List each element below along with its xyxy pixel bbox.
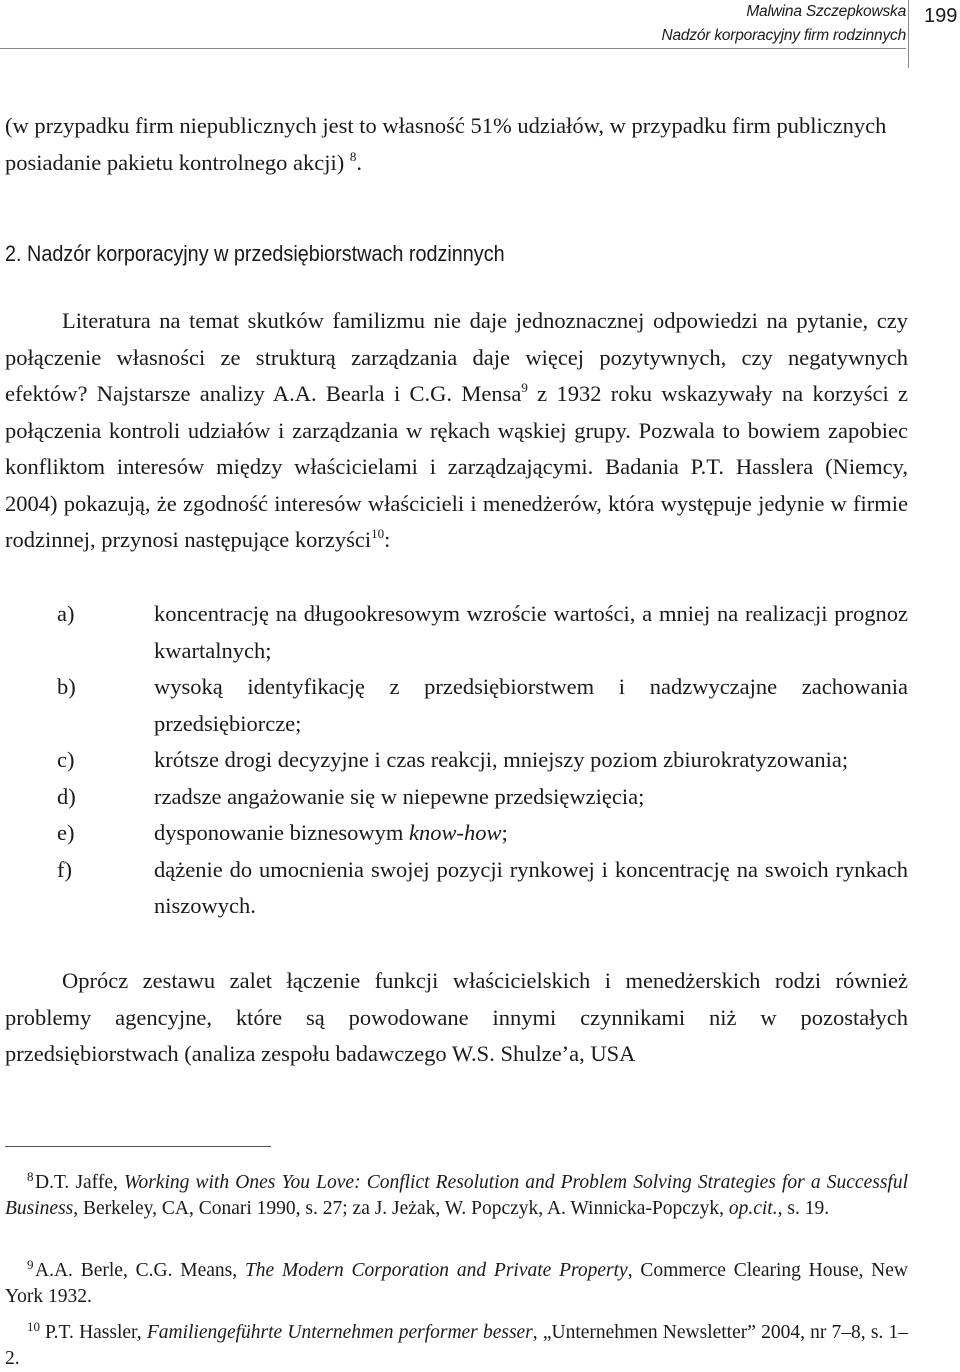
list-item-text: rzadsze angażowanie się w niepewne przedsięwzięcia;	[154, 783, 645, 809]
footnote-ref-8[interactable]: 8	[349, 148, 357, 164]
footnote-text: D.T. Jaffe,	[35, 1172, 124, 1193]
list-item	[5, 779, 908, 816]
list-item-italic: know-how	[408, 820, 502, 845]
list-item-text: wysoką identyfikację z przedsiębiorstwem i nadzwyczajne zachowania przedsiębiorcze;	[154, 674, 908, 736]
footnote-8: 8D.T. Jaffe, Working with Ones You Love: Conflict Resolution and Problem Solving Strategies for a Successful Business, Berkeley, CA, Conari 1990, s. 27; za J. Jeżak, W. Popczyk, A. Winnicka-Popczyk, op.cit., s. 19.	[5, 1169, 908, 1219]
footnote-ref-9[interactable]: 9	[521, 380, 528, 395]
list-item-text: dążenie do umocnienia swojej pozycji rynkowej i koncentrację na swoich rynkach niszowych.	[154, 856, 908, 918]
list-marker: b)	[57, 674, 76, 699]
footnote-text: , Commerce Clearing House, New York 1932.	[5, 1260, 909, 1307]
header-title: Nadzór korporacyjny firm rodzinnych	[661, 27, 906, 44]
intro-end: .	[356, 149, 363, 175]
list-item	[5, 742, 908, 779]
running-header	[0, 0, 906, 48]
page-number: 199	[924, 5, 958, 27]
header-rule	[0, 48, 906, 49]
footnote-text: A.A. Berle, C.G. Means,	[35, 1260, 245, 1281]
footnote-opcit: op.cit.	[728, 1198, 778, 1219]
footnote-9: 9A.A. Berle, C.G. Means, The Modern Corporation and Private Property, Commerce Clearing House, New York 1932.	[5, 1257, 909, 1307]
main-paragraph	[5, 303, 908, 559]
main-text-3: :	[384, 527, 391, 552]
list-item-text-part: dysponowanie biznesowym	[154, 820, 409, 845]
main-text-1: Literatura na temat skutków familizmu nie daje jednoznacznej odpowiedzi na pytanie, czy połączenie własności ze strukturą zarządzania daje więcej pozytywnych, czy negatywnych efektów? Najstarsze analizy A.A. Bearla i C.G. Mensa	[5, 308, 908, 406]
footnote-rule	[5, 1146, 271, 1147]
header-divider	[908, 0, 909, 68]
list-marker: d)	[57, 783, 76, 809]
list-item-text: krótsze drogi decyzyjne i czas reakcji, mniejszy poziom zbiurokratyzowania;	[154, 747, 849, 772]
footnote-text: P.T. Hassler,	[45, 1322, 147, 1343]
header-author: Malwina Szczepkowska	[746, 3, 906, 20]
list-item	[5, 815, 908, 852]
footnote-10: 10 P.T. Hassler, Familiengeführte Unternehmen performer besser, „Unternehmen Newsletter” 2004, nr 7–8, s. 1–2.	[5, 1319, 908, 1369]
list-marker: c)	[57, 747, 75, 772]
footnote-title: The Modern Corporation and Private Property	[244, 1260, 628, 1281]
section-heading: 2. Nadzór korporacyjny w przedsiębiorstwach rodzinnych	[5, 241, 505, 266]
footnote-text: , Berkeley, CA, Conari 1990, s. 27; za J. Jeżak, W. Popczyk, A. Winnicka-Popczyk,	[73, 1198, 729, 1219]
list-item-text	[154, 815, 908, 852]
list-marker: a)	[57, 601, 75, 626]
list-item-text: koncentrację na długookresowym wzroście wartości, a mniej na realizacji prognoz kwartalnych;	[154, 601, 908, 663]
footnote-title: Familiengeführte Unternehmen performer besser	[146, 1322, 533, 1343]
list-marker: f)	[57, 856, 72, 882]
closing-paragraph: Oprócz zestawu zalet łączenie funkcji właścicielskich i menedżerskich rodzi również problemy agencyjne, które są powodowane innymi czynnikami niż w pozostałych przedsiębiorstwach (analiza zespołu badawczego W.S. Shulze’a, USA	[5, 968, 908, 1066]
intro-text: (w przypadku firm niepublicznych jest to własność 51% udziałów, w przypadku firm publicznych posiadanie pakietu kontrolnego akcji)	[5, 113, 887, 175]
footnote-text: , „Unternehmen Newsletter” 2004, nr 7–8, s. 1–2.	[5, 1322, 908, 1369]
list-marker: e)	[57, 820, 75, 845]
footnote-title: Working with Ones You Love: Conflict Resolution and Problem Solving Strategies for a Successful Business	[5, 1172, 908, 1219]
list-item	[5, 596, 908, 669]
list-item-text-end: ;	[501, 820, 508, 845]
benefits-list	[5, 596, 908, 925]
footnote-text: , s. 19.	[777, 1198, 830, 1219]
list-item	[5, 852, 908, 925]
main-text-2: z 1932 roku wskazywały na korzyści z połączenia kontroli udziałów i zarządzania w rękach wąskiej grupy. Pozwala to bowiem zapobiec konfliktom interesów między właścicielami i zarządzającymi. Badania P.T. Hasslera (Niemcy, 2004) pokazują, że zgodność interesów właścicieli i menedżerów, która występuje jedynie w firmie rodzinnej, przynosi następujące korzyści	[5, 381, 908, 552]
intro-paragraph	[5, 108, 908, 181]
list-item	[5, 669, 908, 742]
footnote-ref-10[interactable]: 10	[371, 526, 385, 541]
